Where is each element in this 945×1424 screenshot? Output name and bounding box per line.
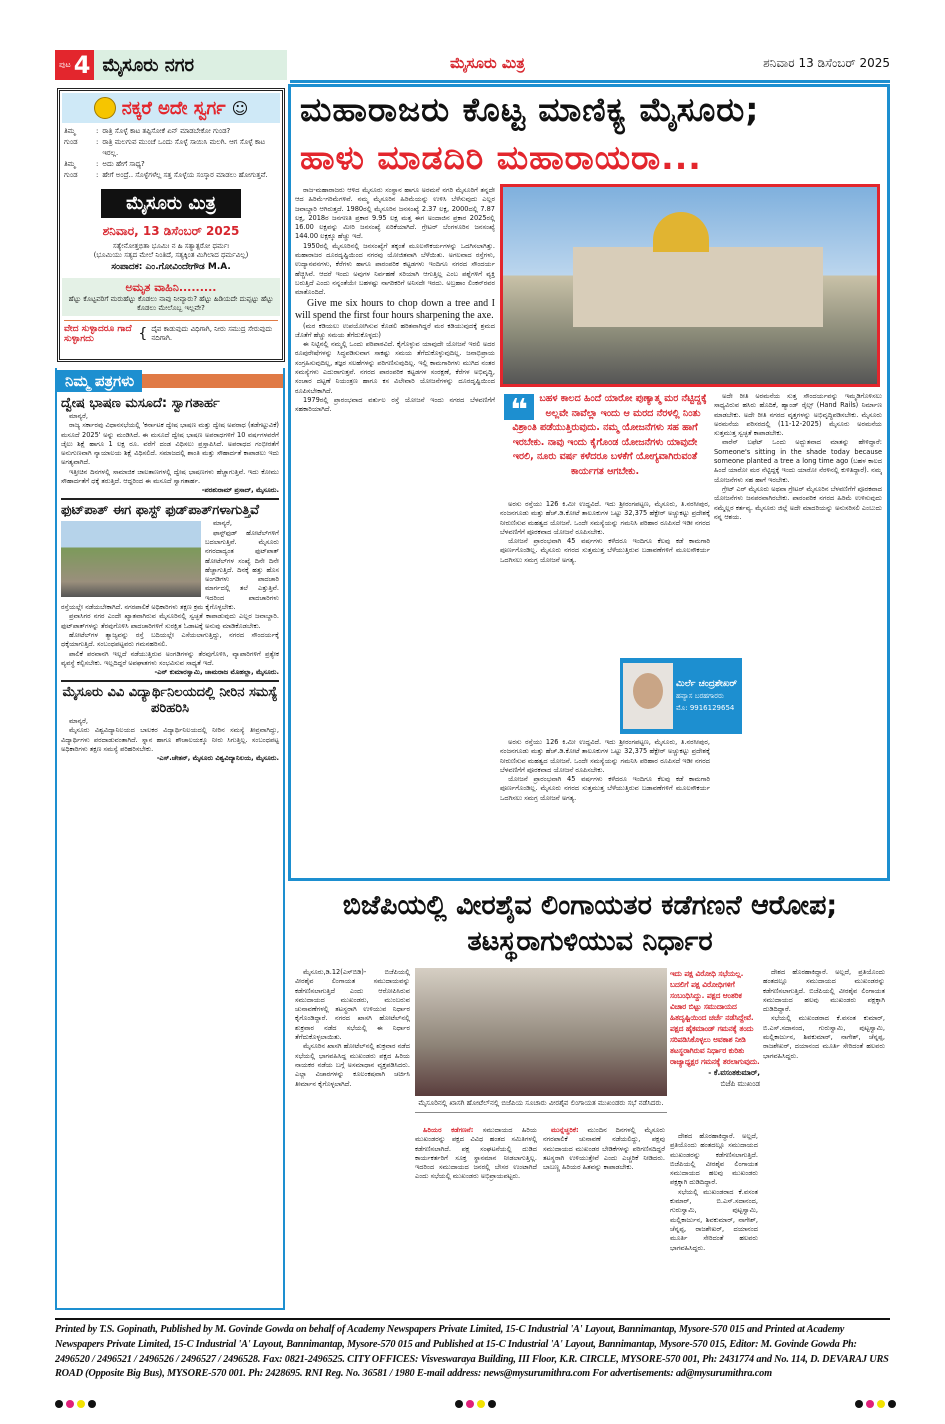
proverb — [64, 320, 278, 344]
paragraph: ಸಭೆಯಲ್ಲಿ ಮುಖಂಡರಾದ ಕೆ.ವಸಂತ ಕುಮಾರ್, ಬಿ.ಎಸ್.ಸದಾನಂದ, ಗುರುಸ್ವಾಮಿ, ಪುಟ್ಟಸ್ವಾಮಿ, ಮಲ್ಲಿಕಾರ್ಜುನ, ಶಿವಕುಮಾರ್, ನಾಗೇಶ್, ಚೆನ್ನಪ್ಪ, ರಾಜಶೇಖರ್, ದಯಾನಂದ ಮೂರ್ತಿ ಸೇರಿದಂತೆ ಹಲವರು ಭಾಗವಹಿಸಿದ್ದರು. — [670, 1187, 758, 1252]
paragraph: ಅದೇ ರೀತಿ ಅರಮನೆಯ ಸುತ್ತ ಸೌಂದರ್ಯವನ್ನು ಇಮ್ಮಡಿಗೊಳಿಸಲು ಸಾಧ್ಯವಿರುವ ಹಸಿರು ಹೊದಿಕೆ, ಹ್ಯಾಂಡ್ ರೈಲ್ಸ್ (Hand Rails) ನಿರ್ಮಾಣ ಮಾಡಬೇಕು. ಅದೇ ರೀತಿ ನಗರದ ವೃತ್ತಗಳನ್ನು ಅಭಿವೃದ್ಧಿಪಡಿಸಬೇಕು. ಮೈಸೂರು ಅರಮನೆಯ ಪರಿಸರದಲ್ಲಿ (11-12-2025) ಮೈಸೂರು ಅರಮನೆಯ ಸುತ್ತಮುತ್ತ ಸ್ವಚ್ಛತೆ ಕಾಪಾಡಬೇಕು. — [714, 392, 882, 438]
letter-title: ದ್ವೇಷ ಭಾಷಣ ಮಸೂದೆ: ಸ್ವಾಗತಾರ್ಹ — [61, 396, 220, 411]
speaker: ಗುಂಡ — [64, 138, 78, 146]
main-story-column-3 — [714, 392, 882, 878]
second-story-column-1 — [295, 968, 410, 1308]
letters-list — [61, 396, 279, 763]
amrita-text: ಹೆಟ್ಟು ಕೊಟ್ಟವರಿಗೆ ಮರುಹೆಟ್ಟು ಕೊಡಲು ನಾವು ನೀವ್ಯಾರು? ಹೆಟ್ಟು ಹಿಡಿಯದೇ ದುಪ್ಪಟ್ಟು ಹೆಟ್ಟು ಕೊಡಲು ಮೇಲೊಬ್ಬ ಇಲ್ಲವೇ? — [68, 295, 274, 312]
section-title: ಮೈಸೂರು ನಗರ — [102, 54, 194, 76]
registration-dot — [866, 1400, 874, 1408]
paragraph: ಈ ನಿಟ್ಟಿನಲ್ಲಿ ನಮ್ಮಲ್ಲಿ ಒಂದು ಪರಿಪಾಠವಿದೆ. ಕೈಗೊಳ್ಳುವ ಯಾವುದೇ ಯೋಜನೆ ಇರಲಿ ಅದರ ರೂಪುರೇಷೆಗಳನ್ನು ಸಿದ್ಧಪಡಿಸುವಾಗ ಸಾಕಷ್ಟು ಸಮಯ ತೆಗೆದುಕೊಳ್ಳುವುದಿಲ್ಲ. ಜನಾಭಿಪ್ರಾಯ ಸಂಗ್ರಹಿಸುವುದಿಲ್ಲ, ತಜ್ಞರ ಸಲಹೆಗಳನ್ನು ಪರಿಗಣಿಸುವುದಿಲ್ಲ. ಇಲ್ಲಿ ಕಾಮಗಾರಿಗಳು ಮುಗಿದ ನಂತರ ಸಮಸ್ಯೆಗಳು ಎದುರಾಗುತ್ತವೆ. ನಗರದ ಪಾರಂಪರಿಕ ಕಟ್ಟಡಗಳ ಸಂರಕ್ಷಣೆ, ಕೆರೆಗಳ ಅಭಿವೃದ್ಧಿ, ಸಂಚಾರ ದಟ್ಟಣೆ ನಿಯಂತ್ರಣ ಹಾಗೂ ಕಸ ವಿಲೇವಾರಿ ಯೋಜನೆಗಳನ್ನು ದೂರದೃಷ್ಟಿಯಿಂದ ರೂಪಿಸಬೇಕಾಗಿದೆ. — [295, 340, 495, 395]
letter — [61, 680, 279, 763]
registration-dot — [55, 1400, 63, 1408]
section-header — [55, 50, 287, 80]
second-story-column-5 — [763, 968, 885, 1308]
speaker: ಗುಂಡ — [64, 171, 78, 179]
highlight-text: ಇದು ಪಕ್ಷ ವಿರೋಧಿ ಸಭೆಯಲ್ಲ. ಬದಲಿಗೆ ಪಕ್ಷ ವಿರೋಧಿಗಳಿಗೆ ಸಂಬಂಧಿಸಿದ್ದು. ಪಕ್ಷದ ಆಂತರಿಕ ವಿಚಾರ ಬಿಟ್ಟು ಸಮುದಾಯದ ಹಿತದೃಷ್ಟಿಯಿಂದ ಚರ್ಚೆ ನಡೆಸಿದ್ದೇವೆ. ಪಕ್ಷದ ಹೈಕಮಾಂಡ್ ಗಮನಕ್ಕೆ ತಂದು ಸರಿಪಡಿಸಿಕೊಳ್ಳಲು ಅವಕಾಶ ನೀಡಿ ತಟಸ್ಥರಾಗಿರುವ ನಿರ್ಧಾರ ಕುರಿತು ರಾಜ್ಯಾಧ್ಯಕ್ಷರ ಗಮನಕ್ಕೆ ತರಲಾಗುವುದು. — [670, 969, 760, 1066]
letter-signature: -ಪರಶುರಾಮ್ ಪ್ರಸಾದ್, ಮೈಸೂರು. — [201, 486, 279, 495]
edition-date: ಶನಿವಾರ, 13 ಡಿಸೆಂಬರ್ 2025 — [102, 224, 240, 238]
laughing-face-icon — [94, 97, 116, 119]
main-story-column-2b — [500, 738, 710, 878]
page-number-badge — [55, 50, 94, 80]
subhead: ಮುನ್ನೆಚ್ಚರಿಕೆ: — [551, 1126, 579, 1134]
paragraph: ಮಾನ್ಯರೆ, — [213, 519, 233, 528]
paragraph: ಮಾನ್ಯರೆ, — [69, 412, 89, 420]
quote-mark-icon: ❝ — [504, 394, 534, 420]
speaker: ತಿಮ್ಮ — [64, 160, 76, 168]
paragraph: ವಾರೆನ್ ಬಫೆಟ್ ಒಂದು ಅದ್ಭುತವಾದ ಮಾತನ್ನು ಹೇಳಿದ್ದಾರೆ: Someone's sitting in the shade today because someone planted a tree a long time ago (ಬಹಳ ಕಾಲದ ಹಿಂದೆ ಯಾರೋ ಮರ ನೆಟ್ಟಿದ್ದಕ್ಕೆ ಇಂದು ಯಾರೋ ನೆರಳಿನಲ್ಲಿ ಕುಳಿತಿದ್ದಾರೆ). ನಮ್ಮ ಯೋಜನೆಗಳು ಸಹ ಹಾಗೆ ಇರಬೇಕು. — [714, 438, 882, 484]
paragraph: ಮೈಸೂರು,ಡಿ.12(ಎಸ್‌ಬಿಡಿ)- ಬಿಜೆಪಿಯಲ್ಲಿ ವೀರಶೈವ ಲಿಂಗಾಯತ ಸಮುದಾಯವನ್ನು ಕಡೆಗಣಿಸಲಾಗುತ್ತಿದೆ ಎಂದು ಆರೋಪಿಸಿರುವ ಸಮುದಾಯದ ಮುಖಂಡರು, ಮುಂಬರುವ ಚುನಾವಣೆಗಳಲ್ಲಿ ತಟಸ್ಥರಾಗಿ ಉಳಿಯುವ ನಿರ್ಧಾರ ಕೈಗೊಂಡಿದ್ದಾರೆ. ನಗರದ ಖಾಸಗಿ ಹೋಟೆಲ್‌ನಲ್ಲಿ ಶುಕ್ರವಾರ ನಡೆದ ಸಭೆಯಲ್ಲಿ ಈ ನಿರ್ಧಾರ ತೆಗೆದುಕೊಳ್ಳಲಾಯಿತು. — [295, 968, 410, 1042]
paragraph: ದೇಶದ ಹೊರಹಾಕಿದ್ದಾರೆ. ಅಲ್ಲದೆ, ಪ್ರತಿಯೊಂದು ಹಂತದಲ್ಲೂ ಸಮುದಾಯದ ಮುಖಂಡರನ್ನು ಕಡೆಗಣಿಸಲಾಗುತ್ತಿದೆ. ಬಿಜೆಪಿಯಲ್ಲಿ ವೀರಶೈವ ಲಿಂಗಾಯತ ಸಮುದಾಯದ ಹಲವು ಮುಖಂಡರು ಪಕ್ಷಕ್ಕಾಗಿ ದುಡಿದಿದ್ದಾರೆ. — [670, 1132, 758, 1187]
paragraph: ಮೈಸೂರಿನ ಖಾಸಗಿ ಹೋಟೆಲ್‌ನಲ್ಲಿ ಶುಕ್ರವಾರ ನಡೆದ ಸಭೆಯಲ್ಲಿ ಭಾಗವಹಿಸಿದ್ದ ಮುಖಂಡರು ಪಕ್ಷದ ಹಿರಿಯ ನಾಯಕರ ನಡೆಯ ಬಗ್ಗೆ ಅಸಮಾಧಾನ ವ್ಯಕ್ತಪಡಿಸಿದರು. ಎಲ್ಲಾ ವಿಚಾರಗಳನ್ನು ಕೂಲಂಕಷವಾಗಿ ಚರ್ಚಿಸಿ ತೀರ್ಮಾನ ಕೈಗೊಳ್ಳಲಾಗಿದೆ. — [295, 1042, 410, 1088]
registration-dot — [855, 1400, 863, 1408]
brace: { — [138, 326, 148, 342]
main-story-column-2 — [500, 500, 710, 655]
paragraph: ಮುಂದಿನ ದಿನಗಳಲ್ಲಿ ಮೈಸೂರು ನಗರಪಾಲಿಕೆ ಚುನಾವಣೆ ನಡೆಯಲಿದ್ದು, ಪಕ್ಷವು ಸಮುದಾಯದ ಮುಖಂಡರ ಬೇಡಿಕೆಗಳನ್ನು ಪರಿಗಣಿಸದಿದ್ದರೆ ತಟಸ್ಥರಾಗಿ ಉಳಿಯುತ್ತೇವೆ ಎಂದು ಎಚ್ಚರಿಕೆ ನೀಡಿದರು. ಬಾಬಣ್ಣ ಹಿರಿಯರ ಹಿತವನ್ನು ಕಾಪಾಡಬೇಕು. — [543, 1126, 665, 1172]
paragraph: ಪಾಲಿಕೆ ಪರವಾನಗಿ ಇಲ್ಲದೆ ನಡೆಯುತ್ತಿರುವ ಅಂಗಡಿಗಳನ್ನು ತೆರವುಗೊಳಿಸಿ, ವ್ಯಾಪಾರಿಗಳಿಗೆ ಪ್ರತ್ಯೇಕ ವ್ಯವಸ್ಥೆ ಕಲ್ಪಿಸಬೇಕು. ಇಲ್ಲದಿದ್ದರೆ ಅಪಘಾತಗಳು ಸಂಭವಿಸುವ ಸಾಧ್ಯತೆ ಇದೆ. — [61, 649, 279, 667]
registration-dot — [77, 1400, 85, 1408]
registration-dot — [488, 1400, 496, 1408]
second-story-column-4a — [670, 1132, 758, 1308]
paragraph: 1979ರಲ್ಲಿ ಪ್ರಾರಂಭವಾದ ವರ್ತುಲ ರಸ್ತೆ ಯೋಜನೆ ಇಂದು ನಗರದ ಬೆಳವಣಿಗೆಗೆ ಸಹಕಾರಿಯಾಗಿದೆ. — [295, 395, 495, 414]
meeting-photo — [415, 968, 667, 1096]
paragraph: ಗ್ರೇಟ್ ಎರ್ ಮೈಸೂರು ಅಥವಾ ಗ್ರೇಟರ್ ಮೈಸೂರಿನ ಬೆಳವಣಿಗೆಗೆ ಪೂರಕವಾದ ಯೋಜನೆಗಳು ಜನಪರವಾಗಿರಬೇಕು. ಪಾರಂಪರಿಕ ನಗರದ ಹಿರಿಮೆ ಉಳಿಸುವುದು ನಮ್ಮೆಲ್ಲರ ಕರ್ತವ್ಯ. ಮೈಸೂರು ಜಿಲ್ಲೆ ಅದೇ ಮಾದರಿಯನ್ನು ಅನುಸರಿಸಲಿ ಎಂಬುದು ನನ್ನ ಆಶಯ. — [714, 484, 882, 521]
joke-dialogue — [64, 126, 278, 181]
letter-signature: -ಎನ್ ಕುಮಾರಸ್ವಾಮಿ, ಚಾಮರಾಜ ಮೊಹಲ್ಲಾ, ಮೈಸೂರು. — [154, 668, 279, 677]
dialogue-line: ಗುಂಡ : ರಾತ್ರಿ ಮಲಗುವ ಮುಂಚೆ ಒಂದು ಸೊಳ್ಳೆ ಸಾಯಿಸಿ ಮಲಗಿ. ಆಗ ಸೊಳ್ಳೆ ಕಾಟ ಇರಲ್ಲ. — [64, 137, 278, 159]
editorial-box — [57, 88, 285, 362]
joke-title: ನಕ್ಕರೆ ಅದೇ ಸ್ವರ್ಗ — [121, 97, 226, 119]
registration-marks-center — [455, 1400, 496, 1408]
page-number: 4 — [73, 51, 91, 79]
paragraph: ಯೋಜನೆ ಪ್ರಾರಂಭವಾಗಿ 45 ವರ್ಷಗಳು ಕಳೆದರೂ ಇಂದಿಗೂ ಕೆಲವು ಕಡೆ ಕಾಮಗಾರಿ ಪೂರ್ಣಗೊಂಡಿಲ್ಲ. ಮೈಸೂರು ನಗರದ ಸುತ್ತಮುತ್ತ ಬೆಳೆಯುತ್ತಿರುವ ಬಡಾವಣೆಗಳಿಗೆ ಮೂಲಸೌಕರ್ಯ ಒದಗಿಸಲು ಸಮಗ್ರ ಯೋಜನೆ ಅಗತ್ಯ. — [500, 775, 710, 802]
speaker: ತಿಮ್ಮ — [64, 127, 76, 135]
letters-banner-title: ನಿಮ್ಮ ಪತ್ರಗಳು — [57, 370, 142, 392]
dialogue-text: ಅದು ಹೇಗೆ ಸಾಧ್ಯ? — [102, 160, 145, 168]
paragraph: ಅರಸು ರಸ್ತೆಯು 126 ಕಿ.ಮೀ ಉದ್ದವಿದೆ. ಇದು ಶ್ರೀರಂಗಪಟ್ಟಣ, ಮೈಸೂರು, ತಿ.ನರಸೀಪುರ, ನಂಜನಗೂಡು ಮತ್ತು ಹೆಚ್.ಡಿ.ಕೋಟೆ ತಾಲೂಕುಗಳ ಒಟ್ಟು 32,375 ಹೆಕ್ಟೇರ್ ಅಚ್ಚುಕಟ್ಟು ಪ್ರದೇಶಕ್ಕೆ ನೀರುಣಿಸುವ ಮಹತ್ವದ ಯೋಜನೆ. ಒಂದೇ ಸಮಸ್ಯೆಯನ್ನು ಗಮನಿಸಿ ಪರಿಹಾರ ರೂಪಿಸದೆ ಇಡೀ ನಗರದ ಬೆಳವಣಿಗೆಗೆ ಪೂರಕವಾದ ಯೋಜನೆ ರೂಪಿಸಬೇಕು. — [500, 500, 710, 536]
motto-translation: (ಭೂಮಿಯು ಸತ್ಯದ ಮೇಲೆ ನಿಂತಿದೆ, ಸತ್ಯಕ್ಕಿಂತ ಮಿಗಿಲಾದ ಧರ್ಮವಿಲ್ಲ) — [93, 251, 249, 259]
proverb-left: ವೇದ ಸುಳ್ಳಾದರೂ ಗಾದೆ ಸುಳ್ಳಾಗದು — [64, 324, 132, 344]
amrita-title: ಅಮೃತ ವಾಹಿನಿ......... — [125, 281, 217, 294]
english-quote-translation: (ಮರ ಕಡಿಯಲು ಉಪಯೋಗಿಸುವ ಕೊಡಲಿ ಹರಿತವಾಗಿದ್ದರೆ ಮರ ಕಡಿಯುವುದಕ್ಕೆ ಶ್ರಮದ ಜೊತೆಗೆ ಹೆಚ್ಚು ಸಮಯ ತೆಗೆದುಕೊಳ್ಳದು) — [295, 321, 495, 339]
registration-dot — [455, 1400, 463, 1408]
photo-caption: ಮೈಸೂರಿನಲ್ಲಿ ಖಾಸಗಿ ಹೋಟೆಲ್‌ನಲ್ಲಿ ಬಿಜೆಪಿಯ ಸೂಚಾರು ವೀರಶೈವ ಲಿಂಗಾಯತ ಮುಖಂಡರು ಸಭೆ ನಡೆಸಿದರು. — [415, 1098, 667, 1113]
letters-section — [55, 368, 285, 1310]
main-headline-line2: ಹಾಳು ಮಾಡದಿರಿ ಮಹಾರಾಯರಾ... — [300, 138, 702, 177]
dialogue-line: ತಿಮ್ಮ : ಅದು ಹೇಗೆ ಸಾಧ್ಯ? — [64, 160, 145, 168]
dialogue-line: ತಿಮ್ಮ : ರಾತ್ರಿ ಸೊಳ್ಳೆ ಕಾಟ ತಪ್ಪಿಸೋಕೆ ಏನ್ ಮಾಡಬೇಕೋ ಗುಂಡ? — [64, 127, 231, 135]
letter-title: ಮೈಸೂರು ವಿವಿ ವಿದ್ಯಾರ್ಥಿನಿಲಯದಲ್ಲಿ ನೀರಿನ ಸಮಸ್ಯೆ ಪರಿಹರಿಸಿ — [62, 685, 278, 717]
letters-banner — [57, 370, 283, 392]
letter-signature: -ಎಸ್.ಚೇತನ್, ಮೈಸೂರು ವಿಶ್ವವಿದ್ಯಾನಿಲಯ, ಮೈಸೂರು. — [156, 754, 279, 763]
imprint-footer: Printed by T.S. Gopinath, Published by M. Govinde Gowda on behalf of Academy Newspapers Private Limited, 15-C Industrial 'A' Layout, Bannimantap, Mysore-570 015 and Printed at Academy Newspapers Private Limited, 15-C Industrial 'A' Layout, Bannimantap, Mysore-570 015 and Published at 15-C Industrial 'A' Layout, Bannimantap, Mysore-570 015, Editor: M. Govinde Gowda Ph: 2496520 / 2496521 / 2496526 / 2496527 / 2496528. Fax: 0821-2496525. CITY OFFICES: Visveswaraya Building, III Floor, K.R. CIRCLE, MYSORE-570 001, Ph: 2431774 and No. 114, D. DEVARAJ URS ROAD (Opposite Big Bus), MYSORE-570 001. Ph: 2428695. RNI Reg. No. 36581 / 1980 E-mail address: news@mysurumithra.com For advertisements: ad@mysurumithra.com — [55, 1318, 890, 1382]
author-phone: ಮೊ: 9916129654 — [676, 704, 735, 712]
dialogue-text: ರಾತ್ರಿ ಮಲಗುವ ಮುಂಚೆ ಒಂದು ಸೊಳ್ಳೆ ಸಾಯಿಸಿ ಮಲಗಿ. ಆಗ ಸೊಳ್ಳೆ ಕಾಟ ಇರಲ್ಲ. — [102, 138, 266, 157]
registration-marks-right — [855, 1400, 896, 1408]
paragraph: ಫಾಸ್ಟ್‌ಫುಡ್ ಹೋಟೆಲ್‌ಗಳಿಗೆ ಬದಲಾಗುತ್ತಿವೆ. ಮೈಸೂರು ನಗರದಾದ್ಯಂತ ಫುಟ್‌ಪಾತ್ ಹೋಟೆಲ್‌ಗಳ ಸಂಖ್ಯೆ ದಿನೇ ದಿನೇ ಹೆಚ್ಚಾಗುತ್ತಿದೆ. ದಿನಕ್ಕೆ ಹತ್ತು ಹೊಸ ಅಂಗಡಿಗಳು ಪಾದಚಾರಿ ಮಾರ್ಗದಲ್ಲಿ ತಲೆ ಎತ್ತುತ್ತಿವೆ. ಇದರಿಂದ ಪಾದಚಾರಿಗಳು ರಸ್ತೆಯಲ್ಲೇ ನಡೆಯಬೇಕಾಗಿದೆ. ನಗರಪಾಲಿಕೆ ಅಧಿಕಾರಿಗಳು ತಕ್ಷಣ ಕ್ರಮ ಕೈಗೊಳ್ಳಬೇಕು. — [61, 528, 279, 612]
paragraph: ಅರಸು ರಸ್ತೆಯು 126 ಕಿ.ಮೀ ಉದ್ದವಿದೆ. ಇದು ಶ್ರೀರಂಗಪಟ್ಟಣ, ಮೈಸೂರು, ತಿ.ನರಸೀಪುರ, ನಂಜನಗೂಡು ಮತ್ತು ಹೆಚ್.ಡಿ.ಕೋಟೆ ತಾಲೂಕುಗಳ ಒಟ್ಟು 32,375 ಹೆಕ್ಟೇರ್ ಅಚ್ಚುಕಟ್ಟು ಪ್ರದೇಶಕ್ಕೆ ನೀರುಣಿಸುವ ಮಹತ್ವದ ಯೋಜನೆ. ಒಂದೇ ಸಮಸ್ಯೆಯನ್ನು ಗಮನಿಸಿ ಪರಿಹಾರ ರೂಪಿಸದೆ ಇಡೀ ನಗರದ ಬೆಳವಣಿಗೆಗೆ ಪೂರಕವಾದ ಯೋಜನೆ ರೂಪಿಸಬೇಕು. — [500, 738, 710, 774]
paragraph: ರಾಜ್ಯ ಸರ್ಕಾರವು ವಿಧಾನಸಭೆಯಲ್ಲಿ 'ಕರ್ನಾಟಕ ದ್ವೇಷ ಭಾಷಣ ಮತ್ತು ದ್ವೇಷ ಅಪರಾಧ (ತಡೆಗಟ್ಟುವಿಕೆ) ಮಸೂದೆ 2025' ಅನ್ನು ಮಂಡಿಸಿದೆ. ಈ ಮಸೂದೆ ದ್ವೇಷ ಭಾಷಣ ಅಪರಾಧಗಳಿಗೆ 10 ವರ್ಷಗಳವರೆಗೆ ಜೈಲು ಶಿಕ್ಷೆ ಹಾಗೂ 1 ಲಕ್ಷ ರೂ. ವರೆಗೆ ದಂಡ ವಿಧಿಸಲು ಪ್ರಸ್ತಾಪಿಸಿದೆ. ಅಪರಾಧದ ಗಂಭೀರತೆಗೆ ಅನುಗುಣವಾಗಿ ನ್ಯಾಯಾಲಯ ಶಿಕ್ಷೆ ವಿಧಿಸಲಿದೆ. ಸಮಾಜದಲ್ಲಿ ಶಾಂತಿ ಮತ್ತು ಸೌಹಾರ್ದತೆ ಕಾಪಾಡಲು ಇದು ಅಗತ್ಯವಾಗಿದೆ. — [61, 421, 279, 467]
dialogue-text: ಹೇಗೆ ಅಂದ್ರೆ.. ಸೊಳ್ಳೆಗಳೆಲ್ಲ ಸತ್ತ ಸೊಳ್ಳೆಯ ಸಂಸ್ಕಾರ ಮಾಡಲು ಹೋಗುತ್ತವೆ. — [102, 171, 268, 179]
english-quote: Give me six hours to chop down a tree and I will spend the first four hours sharpening the axe. — [295, 297, 495, 321]
paragraph: ಯೋಜನೆ ಪ್ರಾರಂಭವಾಗಿ 45 ವರ್ಷಗಳು ಕಳೆದರೂ ಇಂದಿಗೂ ಕೆಲವು ಕಡೆ ಕಾಮಗಾರಿ ಪೂರ್ಣಗೊಂಡಿಲ್ಲ. ಮೈಸೂರು ನಗರದ ಸುತ್ತಮುತ್ತ ಬೆಳೆಯುತ್ತಿರುವ ಬಡಾವಣೆಗಳಿಗೆ ಮೂಲಸೌಕರ್ಯ ಒದಗಿಸಲು ಸಮಗ್ರ ಯೋಜನೆ ಅಗತ್ಯ. — [500, 537, 710, 564]
second-headline: ಬಿಜೆಪಿಯಲ್ಲಿ ವೀರಶೈವ ಲಿಂಗಾಯತರ ಕಡೆಗಣನೆ ಆರೋಪ; ತಟಸ್ಥರಾಗುಳಿಯುವ ನಿರ್ಧಾರ — [342, 890, 838, 957]
highlight-signature: - ಕೆ.ವಸಂತಕುಮಾರ್, — [708, 1068, 760, 1077]
mysore-palace-photo — [500, 184, 880, 387]
paragraph: ಮಾನ್ಯರೆ, — [69, 717, 89, 726]
amrita-vahini — [62, 278, 280, 316]
registration-dot — [88, 1400, 96, 1408]
pull-quote-text: ಬಹಳ ಕಾಲದ ಹಿಂದೆ ಯಾರೋ ಪುಣ್ಯಾತ್ಮ ಮರ ನೆಟ್ಟಿದ್ದಕ್ಕೆ ಅಲ್ಲವೇ ನಾವೆಲ್ಲಾ ಇಂದು ಆ ಮರದ ನೆರಳಲ್ಲಿ ನಿಂತು ವಿಶ್ರಾಂತಿ ಪಡೆಯುತ್ತಿರುವುದು. ನಮ್ಮ ಯೋಜನೆಗಳು ಸಹ ಹಾಗೆ ಇರಬೇಕು. ನಾವು ಇಂದು ಕೈಗೊಂಡ ಯೋಜನೆಗಳು ಯಾವುದೇ ಇರಲಿ, ನೂರು ವರ್ಷ ಕಳೆದರೂ ಬಳಕೆಗೆ ಯೋಗ್ಯವಾಗಿರುವಂತೆ ಕಾರ್ಯಗತ ಆಗಬೇಕು. — [512, 393, 707, 477]
paragraph: ಸಭೆಯಲ್ಲಿ ಮುಖಂಡರಾದ ಕೆ.ವಸಂತ ಕುಮಾರ್, ಬಿ.ಎಸ್.ಸದಾನಂದ, ಗುರುಸ್ವಾಮಿ, ಪುಟ್ಟಸ್ವಾಮಿ, ಮಲ್ಲಿಕಾರ್ಜುನ, ಶಿವಕುಮಾರ್, ನಾಗೇಶ್, ಚೆನ್ನಪ್ಪ, ರಾಜಶೇಖರ್, ದಯಾನಂದ ಮೂರ್ತಿ ಸೇರಿದಂತೆ ಹಲವರು ಭಾಗವಹಿಸಿದ್ದರು. — [763, 1014, 885, 1060]
second-story-column-2 — [415, 1126, 537, 1308]
second-story-column-3 — [543, 1126, 665, 1308]
joke-header — [62, 93, 280, 123]
banner-bar — [142, 374, 283, 388]
dialogue-text: ರಾತ್ರಿ ಸೊಳ್ಳೆ ಕಾಟ ತಪ್ಪಿಸೋಕೆ ಏನ್ ಮಾಡಬೇಕೋ ಗುಂಡ? — [102, 127, 231, 135]
author-photo — [623, 663, 673, 729]
motto: ಸತ್ಯೇನೋತ್ತಭಿತಾ ಭೂಮಿಃ ನ ಹಿ ಸತ್ಯಾತ್ಪರೋ ಧರ್ಮಃ — [112, 242, 230, 250]
registration-dot — [477, 1400, 485, 1408]
letter — [61, 396, 279, 495]
editor-credit: ಸಂಪಾದಕ: ಎಂ.ಗೋವಿಂದೇಗೌಡ M.A. — [111, 262, 231, 272]
highlight-role: ಬಿಜೆಪಿ ಮುಖಂಡ — [720, 1079, 760, 1088]
newspaper-logo: ಮೈಸೂರು ಮಿತ್ರ — [101, 189, 241, 218]
author-name: ಮಿರ್ಲೆ ಚಂದ್ರಶೇಖರ್ — [676, 679, 738, 689]
highlight-quote — [670, 968, 760, 1128]
masthead: ಮೈಸೂರು ಮಿತ್ರ — [450, 54, 525, 72]
registration-dot — [888, 1400, 896, 1408]
paragraph: ಪ್ರವಾಸಿಗರ ನಗರ ಎಂದೇ ಖ್ಯಾತವಾಗಿರುವ ಮೈಸೂರಿನಲ್ಲಿ ಸ್ವಚ್ಛತೆ ಕಾಪಾಡುವುದು ಎಲ್ಲರ ಜವಾಬ್ದಾರಿ. ಫುಟ್‌ಪಾತ್‌ಗಳನ್ನು ತೆರವುಗೊಳಿಸಿ ಪಾದಚಾರಿಗಳಿಗೆ ಸುರಕ್ಷಿತ ಓಡಾಟಕ್ಕೆ ಅನುವು ಮಾಡಿಕೊಡಬೇಕು. — [61, 612, 279, 630]
dialogue-line: ಗುಂಡ : ಹೇಗೆ ಅಂದ್ರೆ.. ಸೊಳ್ಳೆಗಳೆಲ್ಲ ಸತ್ತ ಸೊಳ್ಳೆಯ ಸಂಸ್ಕಾರ ಮಾಡಲು ಹೋಗುತ್ತವೆ. — [64, 171, 268, 179]
main-headline-line1: ಮಹಾರಾಜರು ಕೊಟ್ಟ ಮಾಣಿಕ್ಯ ಮೈಸೂರು; — [300, 90, 760, 129]
pull-quote — [500, 390, 710, 500]
main-story-column-1 — [295, 186, 495, 876]
paragraph: ಹೋಟೆಲ್‌ಗಳ ತ್ಯಾಜ್ಯವನ್ನು ರಸ್ತೆ ಬದಿಯಲ್ಲೇ ಎಸೆಯಲಾಗುತ್ತಿದ್ದು, ನಗರದ ಸೌಂದರ್ಯಕ್ಕೆ ಧಕ್ಕೆಯಾಗುತ್ತಿದೆ. ಸಂಬಂಧಪಟ್ಟವರು ಗಮನಹರಿಸಲಿ. — [61, 630, 279, 649]
letter — [61, 498, 279, 677]
footpath-stall-photo — [61, 521, 201, 597]
header-rule — [290, 80, 890, 83]
paragraph: ಮೈಸೂರು ವಿಶ್ವವಿದ್ಯಾನಿಲಯದ ಬಾಲಕರ ವಿದ್ಯಾರ್ಥಿನಿಲಯದಲ್ಲಿ ನೀರಿನ ಸಮಸ್ಯೆ ತೀವ್ರವಾಗಿದ್ದು, ವಿದ್ಯಾರ್ಥಿಗಳು ಪರದಾಡುವಂತಾಗಿದೆ. ಸ್ನಾನ ಹಾಗೂ ಶೌಚಾಲಯಕ್ಕೂ ನೀರು ಸಿಗುತ್ತಿಲ್ಲ. ಸಂಬಂಧಪಟ್ಟ ಅಧಿಕಾರಿಗಳು ತಕ್ಷಣ ಸಮಸ್ಯೆ ಪರಿಹರಿಸಬೇಕು. — [61, 726, 279, 754]
header-date: ಶನಿವಾರ 13 ಡಿಸೆಂಬರ್ 2025 — [763, 56, 890, 70]
dancing-figure-icon: ☺ — [231, 98, 249, 118]
paragraph: ರಾಜ-ಮಹಾರಾಜರು ಆಳಿದ ಮೈಸೂರು ಸಂಸ್ಥಾನ ಹಾಗೂ ಅರಮನೆ ನಗರಿ ಮೈಸೂರಿಗೆ ತನ್ನದೇ ಆದ ಹಿರಿಮೆ-ಗರಿಮೆಗಳಿವೆ. ನಮ್ಮ ಮೈಸೂರಿನ ಹಿರಿಮೆಯನ್ನು ಉಳಿಸಿ ಬೆಳೆಸುವುದು ಎಲ್ಲರ ಜವಾಬ್ದಾರಿ ಆಗಿರುತ್ತದೆ. 1980ರಲ್ಲಿ ಮೈಸೂರಿನ ಜನಸಂಖ್ಯೆ 2.37 ಲಕ್ಷ, 2000ದಲ್ಲಿ 7.87 ಲಕ್ಷ, 2018ರ ಜನಗಣತಿ ಪ್ರಕಾರ 9.95 ಲಕ್ಷ ಮತ್ತ ಈಗ ಅಂದಾಜಿನ ಪ್ರಕಾರ 2025ರಲ್ಲಿ 16.00 ಲಕ್ಷವನ್ನು ಮೀರಿ ಜನಸಂಖ್ಯೆ ಏರಿಕೆಯಾಗಿದೆ. ಗ್ರೇಟರ್ ಬೆಂಗಳೂರಿನ ಜನಸಂಖ್ಯೆ 144.00 ಲಕ್ಷಕ್ಕೂ ಹೆಚ್ಚು ಇದೆ. — [295, 186, 495, 241]
letter-title: ಫುಟ್‌ಪಾತ್ ಈಗ ಫಾಸ್ಟ್ ಫುಡ್‌ಪಾತ್‌ಗಳಾಗುತ್ತಿವೆ — [61, 503, 260, 519]
registration-dot — [877, 1400, 885, 1408]
registration-marks-left — [55, 1400, 96, 1408]
page-label: ಪುಟ — [59, 60, 71, 69]
paragraph: ದೇಶದ ಹೊರಹಾಕಿದ್ದಾರೆ. ಅಲ್ಲದೆ, ಪ್ರತಿಯೊಂದು ಹಂತದಲ್ಲೂ ಸಮುದಾಯದ ಮುಖಂಡರನ್ನು ಕಡೆಗಣಿಸಲಾಗುತ್ತಿದೆ. ಬಿಜೆಪಿಯಲ್ಲಿ ವೀರಶೈವ ಲಿಂಗಾಯತ ಸಮುದಾಯದ ಹಲವು ಮುಖಂಡರು ಪಕ್ಷಕ್ಕಾಗಿ ದುಡಿದಿದ್ದಾರೆ. — [763, 968, 885, 1014]
author-role: ಹವ್ಯಾಸ ಬರಹಗಾರರು — [676, 692, 724, 700]
paragraph: 1950ರಲ್ಲಿ ಮೈಸೂರಿನಲ್ಲಿ ಜನಸಂಖ್ಯೆಗೆ ತಕ್ಕಂತೆ ಮೂಲಸೌಕರ್ಯಗಳನ್ನು ಒದಗಿಸಲಾಗಿತ್ತು. ಮಹಾರಾಜರ ದೂರದೃಷ್ಟಿಯಿಂದ ನಗರವು ಯೋಜಿತವಾಗಿ ಬೆಳೆಯಿತು. ಅಗಲವಾದ ರಸ್ತೆಗಳು, ಉದ್ಯಾನವನಗಳು, ಕೆರೆಗಳು ಹಾಗೂ ಪಾರಂಪರಿಕ ಕಟ್ಟಡಗಳು ಇಂದಿಗೂ ನಗರದ ಸೌಂದರ್ಯ ಹೆಚ್ಚಿಸಿವೆ. ಆದರೆ ಇಂದು ಅವುಗಳ ನಿರ್ವಹಣೆ ಸರಿಯಾಗಿ ಆಗುತ್ತಿಲ್ಲ ಎಂಬ ಪಶ್ನೆಗಳಿಗೆ ವ್ಯಕ್ತಿ ಬರುತ್ತಿದೆ ಎಂದು ನನ್ನಂತೆಯೇ ಬಹಳಷ್ಟು ನಾಗರಿಕರಿಗೆ ಅನಿಸದೇ ಇರದು. ಅಬ್ರಹಾಂ ಲಿಂಕನ್‌ರವರ ಮಾತೊಂದಿದೆ. — [295, 241, 495, 297]
subhead: ಹಿರಿಯರ ಕಡೆಗಣನೆ: — [423, 1126, 474, 1134]
registration-dot — [66, 1400, 74, 1408]
registration-dot — [466, 1400, 474, 1408]
proverb-right: ದೈವ ಕಾಡುವುದು ವಿಧಿಗಾಗಿ, ನೀರು ಸಮುದ್ರ ಸೇರುವುದು ನದಿಗಾಗಿ. — [151, 325, 273, 342]
paragraph: ಸಮುದಾಯದ ಹಿರಿಯ ಮುಖಂಡರನ್ನು ಪಕ್ಷದ ವಿವಿಧ ಹಂತದ ಸಮಿತಿಗಳಲ್ಲಿ ಕಡೆಗಣಿಸಲಾಗಿದೆ. ಪಕ್ಷ ಸಂಘಟನೆಯಲ್ಲಿ ದುಡಿದ ಕಾರ್ಯಕರ್ತರಿಗೆ ಸೂಕ್ತ ಸ್ಥಾನಮಾನ ನೀಡಲಾಗುತ್ತಿಲ್ಲ. ಇದರಿಂದ ಸಮುದಾಯದ ಜನರಲ್ಲಿ ಬೇಸರ ಉಂಟಾಗಿದೆ ಎಂದು ಸಭೆಯಲ್ಲಿ ಮುಖಂಡರು ಅಭಿಪ್ರಾಯಪಟ್ಟರು. — [415, 1126, 537, 1181]
paragraph: ಇತ್ತೀಚಿನ ದಿನಗಳಲ್ಲಿ ಸಾಮಾಜಿಕ ಜಾಲತಾಣಗಳಲ್ಲಿ ದ್ವೇಷ ಭಾಷಣಗಳು ಹೆಚ್ಚಾಗುತ್ತಿವೆ. ಇದು ಕೋಮು ಸೌಹಾರ್ದತೆಗೆ ಧಕ್ಕೆ ತರುತ್ತಿದೆ. ಆದ್ದರಿಂದ ಈ ಮಸೂದೆ ಸ್ವಾಗತಾರ್ಹ. — [61, 467, 279, 486]
